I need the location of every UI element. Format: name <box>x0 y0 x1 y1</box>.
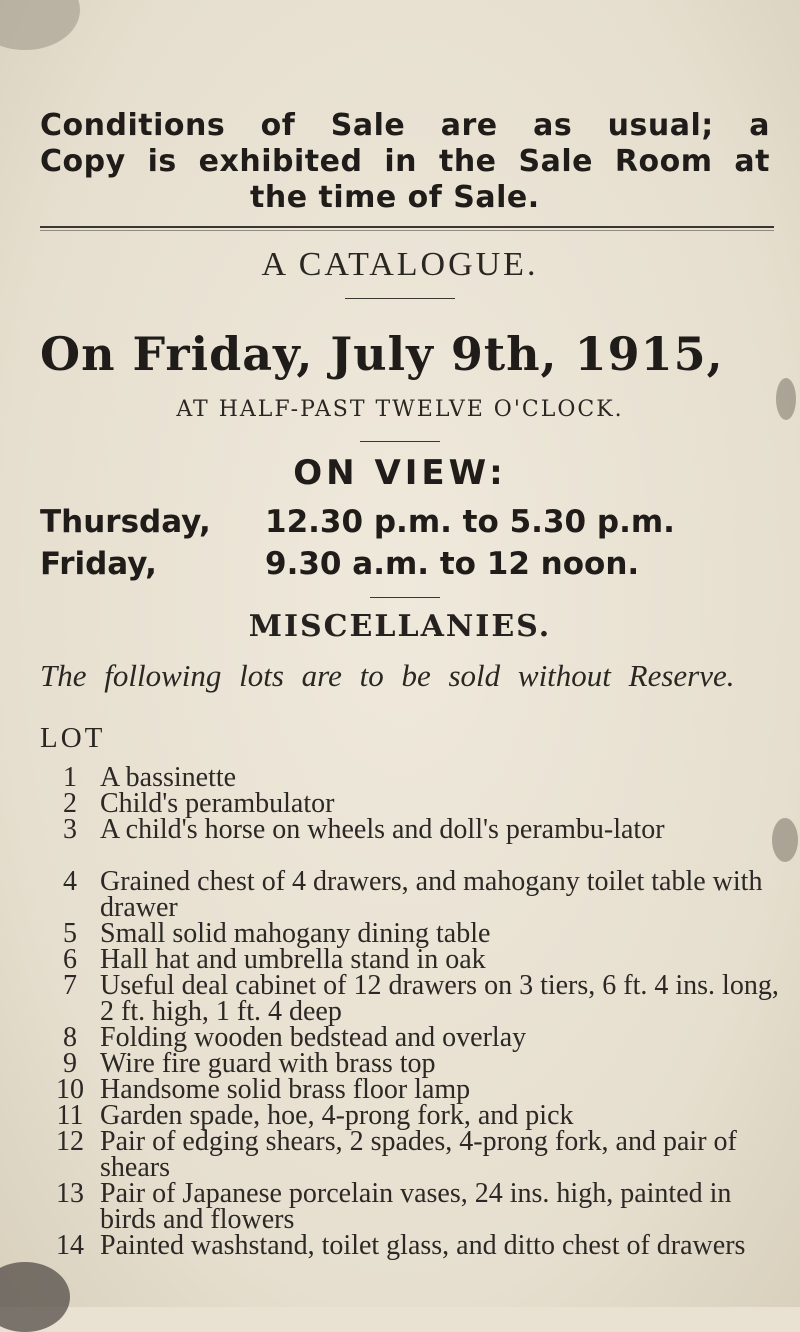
lot-number: 8 <box>63 1022 77 1053</box>
lot-number: 14 <box>56 1230 84 1261</box>
lot-item <box>40 1230 780 1285</box>
section-title: MISCELLANIES. <box>248 609 552 644</box>
conditions-line-2: Copy is exhibited in the Sale Room at <box>40 144 770 179</box>
lot-number: 7 <box>63 970 77 1001</box>
lot-number: 11 <box>56 1100 84 1131</box>
lot-list <box>40 762 780 1285</box>
lot-description: Handsome solid brass floor lamp <box>100 1074 471 1105</box>
divider-rule <box>40 230 774 231</box>
catalogue-heading: A CATALOGUE. <box>261 246 539 283</box>
view-day: Thursday, <box>40 504 211 540</box>
lot-number: 5 <box>63 918 77 949</box>
divider-rule <box>345 298 455 299</box>
lot-item <box>40 866 780 923</box>
lot-number: 1 <box>63 762 77 793</box>
lot-description: Pair of Japanese porcelain vases, 24 ins. high, painted in birds and flowers <box>100 1178 732 1235</box>
lot-description: A bassinette <box>100 762 237 793</box>
conditions-line-3: the time of Sale. <box>250 180 540 215</box>
lot-description: Painted washstand, toilet glass, and ditto chest of drawers <box>100 1230 746 1261</box>
lot-description: Useful deal cabinet of 12 drawers on 3 tiers, 6 ft. 4 ins. long, 2 ft. high, 1 ft. 4 deep <box>100 970 779 1027</box>
divider-rule <box>360 441 440 442</box>
lot-item <box>40 1126 780 1183</box>
lot-number: 4 <box>63 866 77 897</box>
lot-column-header: LOT <box>40 722 106 754</box>
lot-description: A child's horse on wheels and doll's perambu-lator <box>100 814 665 845</box>
lot-description: Child's perambulator <box>100 788 335 819</box>
sale-date: On Friday, July 9th, 1915, <box>40 327 724 381</box>
lot-description: Garden spade, hoe, 4-prong fork, and pick <box>100 1100 574 1131</box>
lot-item <box>40 814 780 869</box>
lot-description: Folding wooden bedstead and overlay <box>100 1022 527 1053</box>
conditions-of-sale <box>40 108 770 216</box>
conditions-line-1: Conditions of Sale are as usual; a <box>40 108 770 143</box>
lot-number: 10 <box>56 1074 84 1105</box>
lot-description: Pair of edging shears, 2 spades, 4-prong fork, and pair of shears <box>100 1126 737 1183</box>
on-view-heading: ON VIEW: <box>293 453 507 493</box>
divider-rule <box>40 226 774 228</box>
lot-number: 6 <box>63 944 77 975</box>
lot-item <box>40 970 780 1027</box>
paper-stain <box>0 0 80 50</box>
lot-number: 2 <box>63 788 77 819</box>
view-hours: 9.30 a.m. to 12 noon. <box>265 546 640 582</box>
view-row-thursday <box>40 504 780 540</box>
lot-number: 9 <box>63 1048 77 1079</box>
sale-notice: The following lots are to be sold without Reserve. <box>40 658 735 693</box>
lot-number: 3 <box>63 814 77 845</box>
sale-time: AT HALF-PAST TWELVE O'CLOCK. <box>176 397 624 422</box>
lot-item <box>40 1178 780 1235</box>
lot-description: Grained chest of 4 drawers, and mahogany toilet table with drawer <box>100 866 763 923</box>
view-hours: 12.30 p.m. to 5.30 p.m. <box>265 504 675 540</box>
lot-number: 12 <box>56 1126 84 1157</box>
lot-number: 13 <box>56 1178 84 1209</box>
divider-rule <box>370 597 440 598</box>
lot-description: Wire fire guard with brass top <box>100 1048 436 1079</box>
lot-description: Small solid mahogany dining table <box>100 918 491 949</box>
lot-description: Hall hat and umbrella stand in oak <box>100 944 486 975</box>
view-day: Friday, <box>40 546 157 582</box>
view-row-friday <box>40 546 780 582</box>
